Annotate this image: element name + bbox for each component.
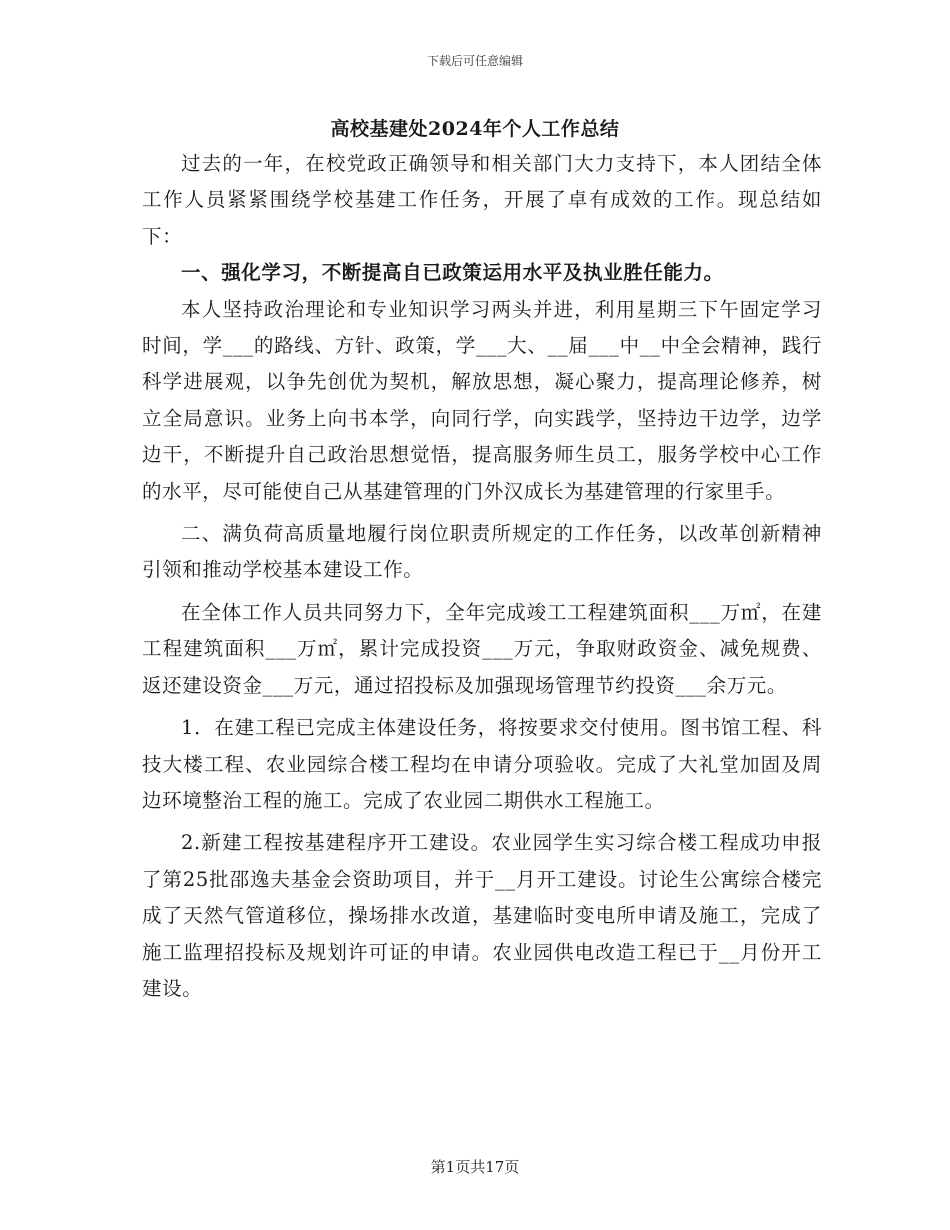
item-1-paragraph: 1．在建工程已完成主体建设任务，将按要求交付使用。图书馆工程、科技大楼工程、农业园综合楼工程均在申请分项验收。完成了大礼堂加固及周边环境整治工程的施工。完成了农业园二期供水工程施工。: [142, 716, 822, 812]
section-heading-2: 二、满负荷高质量地履行岗位职责所规定的工作任务，以改革创新精神引领和推动学校基本建设工作。: [142, 522, 822, 582]
page-number: 第1页共17页: [430, 1158, 520, 1176]
item-2-paragraph: 2.新建工程按基建程序开工建设。农业园学生实习综合楼工程成功申报了第25批邵逸夫基金会资助项目，并于__月开工建设。讨论生公寓综合楼完成了天然气管道移位，操场排水改道，基建临时变电所申请及施工，完成了施工监理招投标及规划许可证的申请。农业园供电改造工程已于__月份开工建设。: [142, 831, 822, 1000]
summary-figures-paragraph: 在全体工作人员共同努力下，全年完成竣工工程建筑面积___万㎡，在建工程建筑面积___万㎡，累计完成投资___万元，争取财政资金、减免规费、返还建设资金___万元，通过招投标及加强现场管理节约投资___余万元。: [142, 600, 822, 697]
intro-paragraph: 过去的一年，在校党政正确领导和相关部门大力支持下，本人团结全体工作人员紧紧围绕学校基建工作任务，开展了卓有成效的工作。现总结如下：: [142, 152, 822, 248]
study-paragraph: 本人坚持政治理论和专业知识学习两头并进，利用星期三下午固定学习时间，学___的路线、方针、政策，学___大、__届___中__中全会精神，践行科学进展观，以争先创优为契机，解放思想，凝心聚力，提高理论修养，树立全局意识。业务上向书本学，向同行学，向实践学，坚持边干边学，边学边干，不断提升自己政治思想觉悟，提高服务师生员工，服务学校中心工作的水平，尽可能使自己从基建管理的门外汉成长为基建管理的行家里手。: [142, 297, 822, 503]
document-body: [142, 146, 822, 1007]
document-title: 高校基建处2024年个人工作总结: [330, 118, 620, 140]
header-note: 下载后可任意编辑: [426, 54, 523, 68]
section-heading-1: 一、强化学习，不断提高自已政策运用水平及执业胜任能力。: [181, 261, 724, 285]
